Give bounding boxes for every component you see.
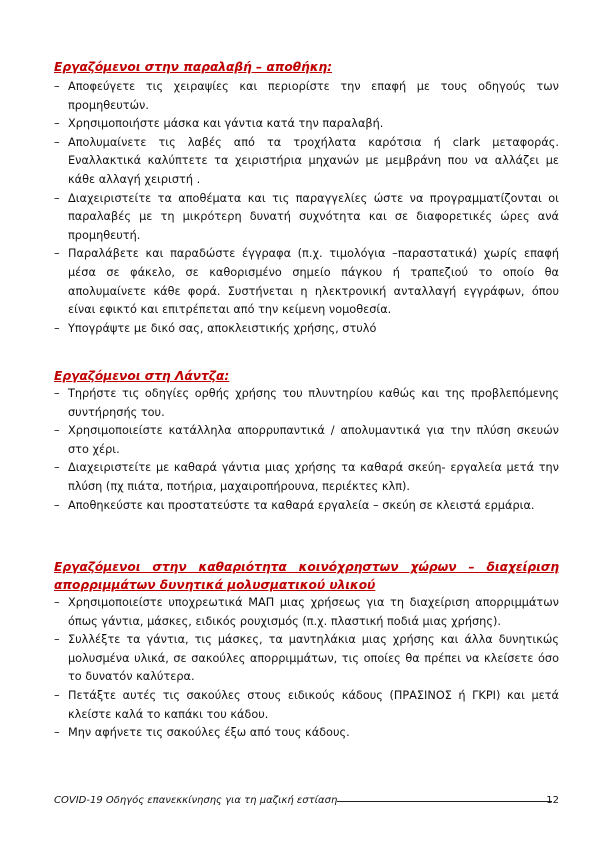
list-item: – Αποθηκεύστε και προστατεύστε τα καθαρά εργαλεία – σκεύη σε κλειστά ερμάρια. [54, 498, 535, 512]
list-item: – Υπογράψτε με δικό σας, αποκλειστικής χρήσης, στυλό [54, 321, 377, 335]
list-item: – Τηρήστε τις οδηγίες ορθής χρήσης του πλυντηρίου καθώς και της προβλεπόμενης συντήρησής του. [54, 387, 559, 419]
list-item: – Παραλάβετε και παραδώστε έγγραφα (π.χ. τιμολόγια –παραστατικά) χωρίς επαφή μέσα σε φάκελο, σε καθορισμένο σημείο πάγκου ή τραπεζιού το οποίο θα απολυμαίνετε κάθε φορά. Συστήνεται η ηλεκτρονική ανταλλαγή εγγράφων, όπου είναι εφικτό και επιτρέπεται από την κείμενη νομοθεσία. [54, 247, 559, 317]
list-item: – Απολυμαίνετε τις λαβές από τα τροχήλατα καρότσια ή clark μεταφοράς. Εναλλακτικά καλύπτετε τα χειριστήρια μηχανών με μεμβράνη που να αλλάζει με κάθε αλλαγή χειριστή . [54, 135, 559, 186]
page-footer [54, 792, 559, 810]
list-item: – Χρησιμοποιήστε μάσκα και γάντια κατά την παραλαβή. [54, 117, 384, 131]
list-item: – Διαχειριστείτε με καθαρά γάντια μιας χρήσης τα καθαρά σκεύη- εργαλεία μετά την πλύση (πχ πιάτα, ποτήρια, μαχαιροπήρουνα, περιέκτες κλπ). [54, 461, 559, 493]
bullet-list [54, 594, 559, 743]
bullet-list [54, 385, 559, 515]
list-item: – Συλλέξτε τα γάντια, τις μάσκες, τα μαντηλάκια μιας χρήσης και άλλα δυνητικώς μολυσμένα υλικά, σε σακούλες απορριμμάτων, τις οποίες θα πρέπει να κλείσετε όσο το δυνατόν καλύτερα. [54, 633, 559, 684]
bullet-list [54, 78, 559, 338]
list-item: – Αποφεύγετε τις χειραψίες και περιορίστε την επαφή με τους οδηγούς των προμηθευτών. [54, 80, 559, 112]
footer-rule [337, 801, 552, 802]
section-receiving-storage [54, 58, 559, 338]
section-heading: Εργαζόμενοι στην παραλαβή – αποθήκη: [54, 60, 333, 74]
section-cleaning-waste [54, 558, 559, 743]
list-item: – Διαχειριστείτε τα αποθέματα και τις παραγγελίες ώστε να προγραμματίζονται οι παραλαβές με τη μικρότερη δυνατή συχνότητα και σε διαφορετικές ώρες ανά προμηθευτή. [54, 191, 559, 242]
section-dishwashing [54, 367, 559, 515]
section-heading: Εργαζόμενοι στη Λάντζα: [54, 369, 230, 383]
list-item: – Πετάξτε αυτές τις σακούλες στους ειδικούς κάδους (ΠΡΑΣΙΝΟΣ ή ΓΚΡΙ) και μετά κλείστε καλά το καπάκι του κάδου. [54, 688, 559, 721]
list-item: – Χρησιμοποιείστε κατάλληλα απορρυπαντικά / απολυμαντικά για την πλύση σκευών στο χέρι. [54, 424, 559, 456]
list-item: – Μην αφήνετε τις σακούλες έξω από τους κάδους. [54, 726, 350, 740]
footer-title: COVID-19 Οδηγός επανεκκίνησης για τη μαζική εστίαση [54, 795, 338, 806]
list-item: – Χρησιμοποιείστε υποχρεωτικά ΜΑΠ μιας χρήσεως για τη διαχείριση απορριμμάτων όπως γάντια, μάσκες, ειδικός ρουχισμός (π.χ. πλαστική ποδιά μιας χρήσης). [54, 596, 559, 628]
page-number: 12 [546, 795, 559, 806]
section-heading: Εργαζόμενοι στην καθαριότητα κοινόχρηστων χώρων – διαχείριση απορριμμάτων δυνητικά μολυσματικού υλικού [54, 560, 559, 592]
